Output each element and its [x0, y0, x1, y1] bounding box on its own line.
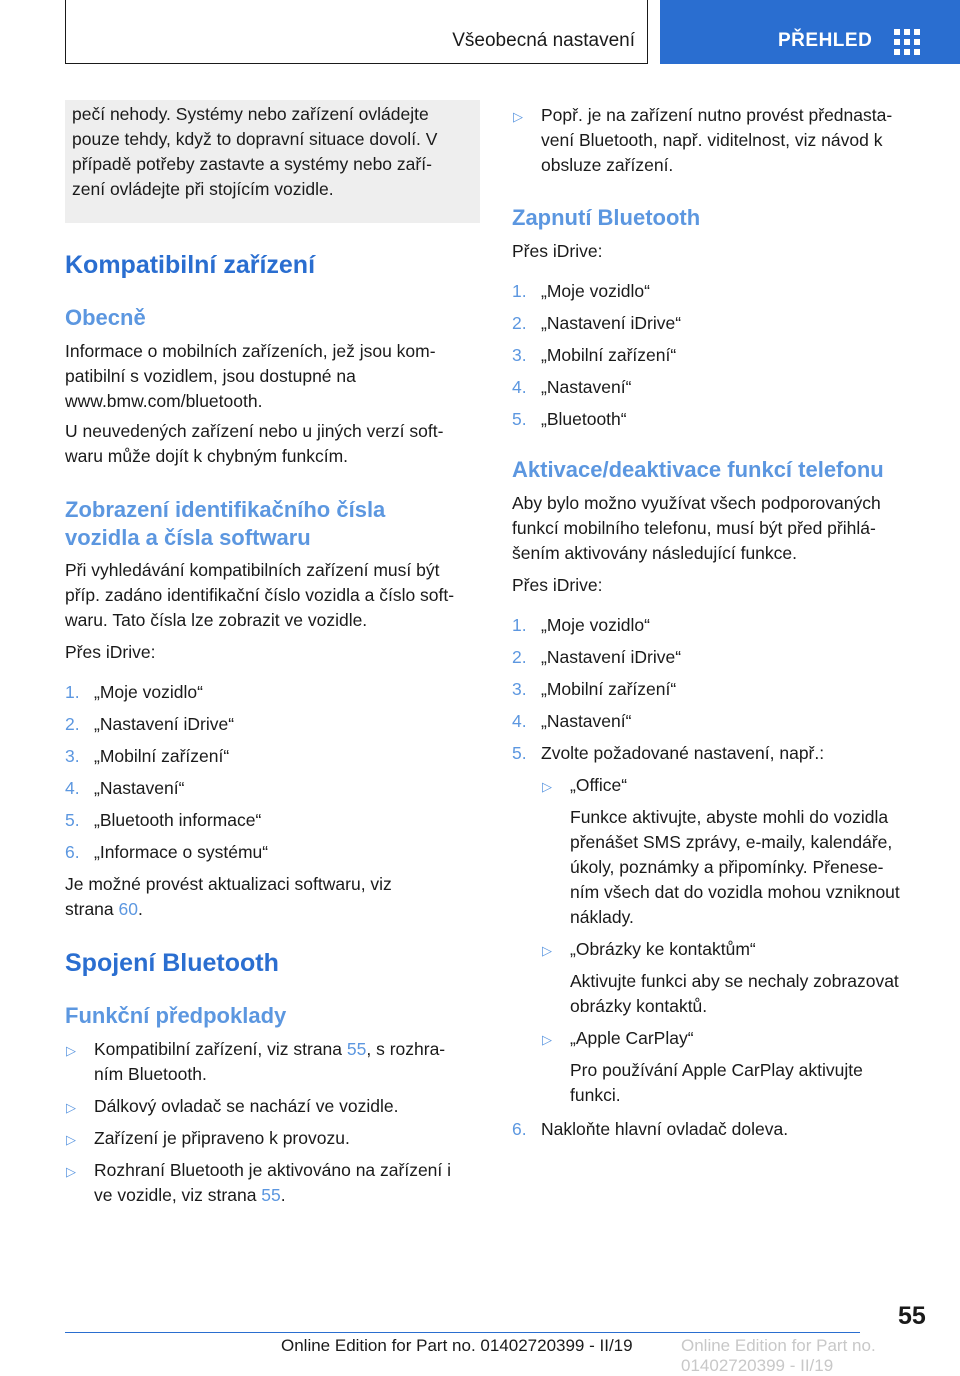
step-number: 3. [65, 746, 80, 766]
step-text: „Nastavení“ [541, 377, 632, 397]
heading-activate-phone-functions: Aktivace/deaktivace funkcí telefonu [512, 457, 884, 482]
step-text: Zvolte požadované nastavení, např.: [541, 743, 825, 763]
page-link[interactable]: 60 [118, 899, 138, 919]
overview-button[interactable] [660, 0, 960, 64]
option-desc: Pro používání Apple CarPlay aktivujte [570, 1060, 863, 1080]
step-text: Nakloňte hlavní ovladač doleva. [541, 1119, 789, 1139]
paragraph-line: Informace o mobilních zařízeních, jež jsou kom- [65, 341, 436, 361]
heading-display-numbers-line2: vozidla a čísla softwaru [65, 525, 311, 550]
option-desc: Aktivujte funkci aby se nechaly zobrazovat [570, 971, 899, 991]
step-number: 6. [512, 1119, 527, 1139]
warning-line: případě potřeby zastavte a systémy nebo zaří- [72, 154, 432, 174]
step-number: 5. [512, 743, 527, 763]
step-text: „Moje vozidlo“ [541, 615, 650, 635]
footer-edition: Online Edition for Part no. 01402720399 - II/19 [281, 1336, 633, 1355]
bullet-text: ním Bluetooth. [94, 1064, 207, 1084]
warning-line: pouze tehdy, když to dopravní situace dovolí. V [72, 129, 438, 149]
heading-display-numbers: Zobrazení identifikačního čísla [65, 497, 386, 522]
step-text: „Bluetooth“ [541, 409, 627, 429]
step-number: 1. [512, 615, 527, 635]
step-number: 2. [512, 647, 527, 667]
step-number: 4. [65, 778, 80, 798]
paragraph-line: waru. Tato čísla lze zobrazit ve vozidle. [65, 610, 368, 630]
bullet-triangle-icon: ▷ [542, 779, 552, 794]
step-text: „Informace o systému“ [94, 842, 269, 862]
bullet-text: vení Bluetooth, např. viditelnost, viz návod k [541, 130, 883, 150]
section-title: Všeobecná nastavení [452, 30, 635, 51]
paragraph-line: Při vyhledávání kompatibilních zařízení musí být [65, 560, 440, 580]
paragraph-line: funkcí mobilního telefonu, musí být před přihlá- [512, 518, 876, 538]
bullet-triangle-icon: ▷ [513, 109, 523, 124]
footer-divider [65, 1332, 860, 1333]
option-title: „Office“ [570, 775, 628, 795]
step-number: 1. [512, 281, 527, 301]
step-text: „Bluetooth informace“ [94, 810, 262, 830]
bullet-triangle-icon: ▷ [542, 943, 552, 958]
paragraph-line: waru může dojít k chybným funkcím. [65, 446, 349, 466]
paragraph-line: Je možné provést aktualizaci softwaru, viz [65, 874, 392, 894]
option-title: „Obrázky ke kontaktům“ [570, 939, 756, 959]
paragraph-line: příp. zadáno identifikační číslo vozidla a číslo soft- [65, 585, 455, 605]
bullet-triangle-icon: ▷ [66, 1132, 76, 1147]
step-text: „Nastavení iDrive“ [94, 714, 235, 734]
option-desc: obrázky kontaktů. [570, 996, 708, 1016]
bullet-text: Rozhraní Bluetooth je aktivováno na zařízení i [94, 1160, 452, 1180]
grid-menu-icon [894, 29, 920, 55]
step-text: „Mobilní zařízení“ [541, 345, 677, 365]
step-number: 6. [65, 842, 80, 862]
heading-bluetooth-connection: Spojení Bluetooth [65, 949, 279, 977]
step-number: 5. [65, 810, 80, 830]
warning-line: pečí nehody. Systémy nebo zařízení ovládejte [72, 104, 429, 124]
bullet-text: Kompatibilní zařízení, viz strana 55, s rozhra- [94, 1039, 446, 1059]
bullet-text: Dálkový ovladač se nachází ve vozidle. [94, 1096, 399, 1116]
step-text: „Mobilní zařízení“ [94, 746, 230, 766]
step-text: „Nastavení iDrive“ [541, 313, 682, 333]
step-number: 4. [512, 711, 527, 731]
warning-line: zení ovládejte při stojícím vozidle. [72, 179, 334, 199]
step-number: 2. [512, 313, 527, 333]
option-desc: ním všech dat do vozidla mohou vzniknout [570, 882, 900, 902]
step-number: 3. [512, 679, 527, 699]
bullet-triangle-icon: ▷ [66, 1043, 76, 1058]
step-text: „Moje vozidlo“ [94, 682, 203, 702]
paragraph-line: patibilní s vozidlem, jsou dostupné na [65, 366, 356, 386]
paragraph-line: U neuvedených zařízení nebo u jiných verzí soft- [65, 421, 444, 441]
header-section-box [65, 0, 648, 64]
bullet-triangle-icon: ▷ [66, 1100, 76, 1115]
step-text: „Nastavení iDrive“ [541, 647, 682, 667]
page-number: 55 [898, 1302, 926, 1330]
step-number: 5. [512, 409, 527, 429]
bullet-text: Zařízení je připraveno k provozu. [94, 1128, 350, 1148]
step-text: „Nastavení“ [94, 778, 185, 798]
footer-watermark: Online Edition for Part no. 01402720399 - II/19 [681, 1336, 876, 1375]
heading-general: Obecně [65, 305, 146, 330]
step-number: 1. [65, 682, 80, 702]
page-link[interactable]: 55 [346, 1039, 367, 1059]
paragraph-line: Aby bylo možno využívat všech podporovaných [512, 493, 881, 513]
bullet-triangle-icon: ▷ [542, 1032, 552, 1047]
option-desc: funkci. [570, 1085, 621, 1105]
bullet-text: obsluze zařízení. [541, 155, 674, 175]
paragraph-line: šením aktivovány následující funkce. [512, 543, 798, 563]
heading-enable-bluetooth: Zapnutí Bluetooth [512, 205, 701, 230]
option-title: „Apple CarPlay“ [570, 1028, 694, 1048]
option-desc: Funkce aktivujte, abyste mohli do vozidla [570, 807, 889, 827]
option-desc: úkoly, poznámky a připomínky. Přenese- [570, 857, 884, 877]
step-number: 4. [512, 377, 527, 397]
paragraph-line: www.bmw.com/bluetooth. [65, 391, 263, 411]
bullet-triangle-icon: ▷ [66, 1164, 76, 1179]
heading-prerequisites: Funkční předpoklady [65, 1003, 287, 1028]
overview-label: PŘEHLED [778, 30, 873, 51]
step-number: 2. [65, 714, 80, 734]
step-number: 3. [512, 345, 527, 365]
bullet-text: ve vozidle, viz strana 55. [94, 1185, 286, 1205]
option-desc: náklady. [570, 907, 634, 927]
option-desc: přenášet SMS zprávy, e-maily, kalendáře, [570, 832, 893, 852]
step-text: „Mobilní zařízení“ [541, 679, 677, 699]
via-idrive-label: Přes iDrive: [65, 642, 156, 662]
step-text: „Moje vozidlo“ [541, 281, 650, 301]
via-idrive-label: Přes iDrive: [512, 241, 603, 261]
heading-compatible-devices: Kompatibilní zařízení [65, 251, 316, 279]
paragraph-line: strana 60. [65, 899, 143, 919]
bullet-text: Popř. je na zařízení nutno provést přednasta- [541, 105, 893, 125]
step-text: „Nastavení“ [541, 711, 632, 731]
page-link[interactable]: 55 [261, 1185, 281, 1205]
via-idrive-label: Přes iDrive: [512, 575, 603, 595]
